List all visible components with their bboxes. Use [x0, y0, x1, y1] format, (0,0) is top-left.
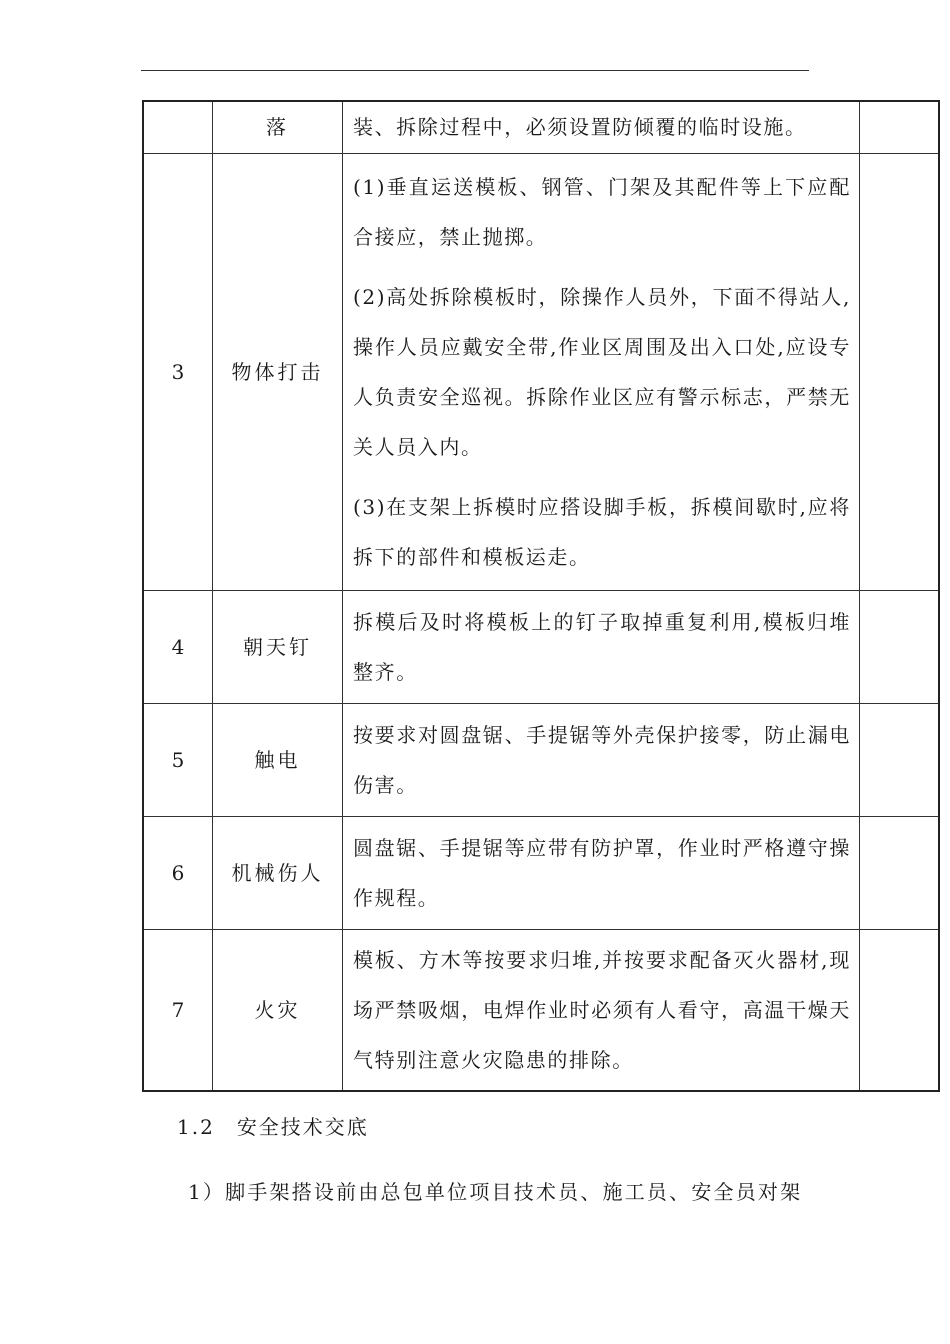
table-row: [143, 590, 939, 703]
table-row: [143, 816, 939, 929]
table-row: [143, 929, 939, 1091]
row-number: 7: [143, 929, 213, 1091]
safety-measures-table: [142, 100, 940, 1092]
table-row: [143, 703, 939, 816]
note-cell: [860, 703, 940, 816]
note-cell: [860, 929, 940, 1091]
measure-cell: [343, 590, 860, 703]
header-rule: [141, 70, 809, 71]
measure-cell: [343, 816, 860, 929]
measure-text: 拆模后及时将模板上的钉子取掉重复利用,模板归堆整齐。: [353, 609, 851, 684]
measure-text: 装、拆除过程中，必须设置防倾覆的临时设施。: [353, 115, 807, 140]
hazard-item: 触电: [213, 703, 343, 816]
measure-text: (3)在支架上拆模时应搭设脚手板，拆模间歇时,应将拆下的部件和模板运走。: [353, 494, 851, 569]
note-cell: [860, 590, 940, 703]
row-number: 4: [143, 590, 213, 703]
measure-text: 模板、方木等按要求归堆,并按要求配备灭火器材,现场严禁吸烟，电焊作业时必须有人看守，高温干燥天气特别注意火灾隐患的排除。: [353, 947, 851, 1072]
note-cell: [860, 816, 940, 929]
hazard-item: 火灾: [213, 929, 343, 1091]
hazard-item: 朝天钉: [213, 590, 343, 703]
table-row: [143, 101, 939, 153]
measure-cell: [343, 153, 860, 590]
note-cell: [860, 101, 940, 153]
measure-text: 按要求对圆盘锯、手提锯等外壳保护接零，防止漏电伤害。: [353, 722, 851, 797]
hazard-item: 物体打击: [213, 153, 343, 590]
measure-cell: [343, 929, 860, 1091]
note-cell: [860, 153, 940, 590]
section-title: 安全技术交底: [236, 1115, 369, 1139]
table-row: [143, 153, 939, 590]
row-number: 6: [143, 816, 213, 929]
section-number: 1.2: [177, 1115, 215, 1139]
hazard-item: 机械伤人: [213, 816, 343, 929]
body-paragraph: 1）脚手架搭设前由总包单位项目技术员、施工员、安全员对架: [188, 1180, 803, 1204]
measure-cell: [343, 101, 860, 153]
row-number: 3: [143, 153, 213, 590]
measure-cell: [343, 703, 860, 816]
measure-text: 圆盘锯、手提锯等应带有防护罩，作业时严格遵守操作规程。: [353, 835, 851, 910]
section-heading: [177, 1112, 369, 1142]
hazard-item: 落: [213, 101, 343, 153]
row-number: [143, 101, 213, 153]
measure-text: (2)高处拆除模板时，除操作人员外，下面不得站人,操作人员应戴安全带,作业区周围及出入口处,应设专人负责安全巡视。拆除作业区应有警示标志，严禁无关人员入内。: [353, 284, 851, 459]
measure-text: (1)垂直运送模板、钢管、门架及其配件等上下应配合接应，禁止抛掷。: [353, 174, 851, 249]
row-number: 5: [143, 703, 213, 816]
